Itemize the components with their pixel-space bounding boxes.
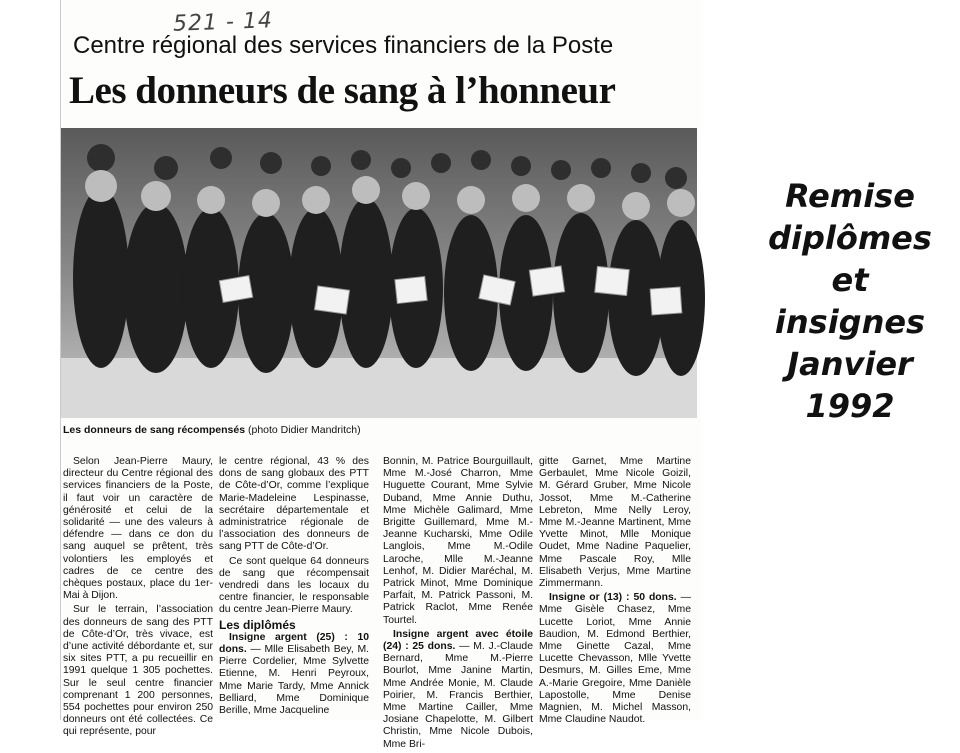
paragraph: gitte Garnet, Mme Martine Gerbaulet, Mme Nicole Goizil, M. Gérard Gruber, Mme Nicole Jossot, Mme M.-Catherine Lebreton, Mme Nelly Leroy, Mme M.-Jeanne Martinent, Mme Yvette Minot, Mlle Monique Oudet, Mme Nadine Paquelier, Mme Pascale Roy, Mlle Elisabeth Verjus, Mme Martine Zimmermann.	[539, 456, 691, 590]
paragraph	[383, 629, 533, 751]
newspaper-clipping	[60, 0, 701, 750]
award-label: Insigne argent (25) : 10 dons.	[219, 631, 369, 656]
article-column-2	[219, 456, 369, 719]
section-heading: Les diplômés	[219, 617, 296, 632]
paragraph: Sur le terrain, l’association des donneurs de sang des PTT de Côte-d’Or, très vivace, est d’une activité débordante et, sur six sites PTT, a pu recueillir en 1991 quelque 1 305 pochettes. Sur le seul centre financier comprenant 1 200 personnes, 554 pochettes pour environ 250 donneurs ont été collectées. Ce qui représente, pour	[63, 604, 213, 738]
award-names: — Mlle Elisabeth Bey, M. Pierre Cordelier, Mme Sylvette Etienne, M. Henri Peyroux, Mme Marie Tardy, Mme Annick Belliard, Mme Dominique Berille, Mme Jacqueline	[219, 644, 369, 717]
caption-credit: (photo Didier Mandritch)	[245, 424, 361, 436]
article-column-1	[63, 456, 213, 741]
handwritten-reference: 521 - 14	[172, 8, 274, 37]
award-label: Insigne or (13) : 50 dons.	[549, 592, 677, 604]
paragraph	[539, 592, 691, 726]
note-line: insignes	[774, 303, 926, 341]
note-line: et	[831, 261, 869, 299]
note-line: Janvier	[787, 345, 913, 383]
paragraph: Bonnin, M. Patrice Bourguillault, Mme M.-José Charron, Mme Huguette Courant, Mme Sylvie Duband, Mme Annie Duthu, Mme Michèle Galimard, Mme Brigitte Guillemard, Mme M.-Jeanne Kucharski, Mme Odile Langlois, Mme M.-Odile Laroche, Mlle M.-Jeanne Lenhof, M. Didier Maréchal, M. Patrick Minot, Mme Dominique Parfait, M. Patrick Passoni, M. Patrick Raclot, Mme Renée Tourtel.	[383, 456, 533, 626]
article-column-4	[539, 456, 691, 728]
award-label: Insigne argent avec étoile (24) : 25 dons.	[383, 628, 533, 653]
note-line: 1992	[805, 387, 895, 425]
photo-caption	[63, 424, 361, 436]
award-names: — Mme Gisèle Chasez, Mme Lucette Loriot, Mme Annie Baudion, M. Edmond Berthier, Mme Ginette Cazal, Mme Lucette Chevasson, Mlle Yvette Desmurs, M. Gilles Eme, Mme A.-Marie Gregoire, Mme Danièle Lapostolle, Mme Denise Magnien, M. Michel Masson, Mme Claudine Naudot.	[539, 592, 692, 726]
paragraph: Ce sont quelque 64 donneurs de sang que récompensait vendredi dans les locaux du centre financier, le responsable du centre Jean-Pierre Maury.	[219, 555, 369, 616]
article-column-3	[383, 456, 533, 753]
paragraph: le centre régional, 43 % des dons de sang globaux des PTT de Côte-d’Or, comme l’explique Marie-Madeleine Lespinasse, secrétaire départementale et administratrice régionale de l’association des donneurs de sang PTT de Côte-d’Or.	[219, 456, 369, 553]
annotation-note	[760, 175, 940, 427]
paragraph: Selon Jean-Pierre Maury, directeur du Centre régional des services financiers de la Poste, il faut voir un caractère de générosité et celui de la solidarité — une des valeurs à défendre — dans ce don du sang auquel se prêtent, très volontiers les employés et cadres de ce centre des chèques postaux, place du 1er-Mai à Dijon.	[63, 456, 213, 602]
article-headline: Les donneurs de sang à l’honneur	[69, 69, 616, 112]
group-photo	[61, 128, 697, 418]
caption-title: Les donneurs de sang récompensés	[63, 424, 246, 436]
note-line: diplômes	[768, 219, 932, 257]
award-names: — M. J.-Claude Bernard, Mme M.-Pierre Bourlot, Mme Janine Martin, Mme Andrée Monie, M. Claude Poirier, M. Francis Berthier, Mme Martine Cailler, Mme Josiane Chapelotte, M. Gilbert Christin, Mme Nicole Dubois, Mme Bri-	[383, 641, 533, 750]
article-kicker: Centre régional des services financiers de la Poste	[73, 32, 614, 59]
paragraph	[219, 632, 369, 717]
note-line: Remise	[785, 177, 915, 215]
